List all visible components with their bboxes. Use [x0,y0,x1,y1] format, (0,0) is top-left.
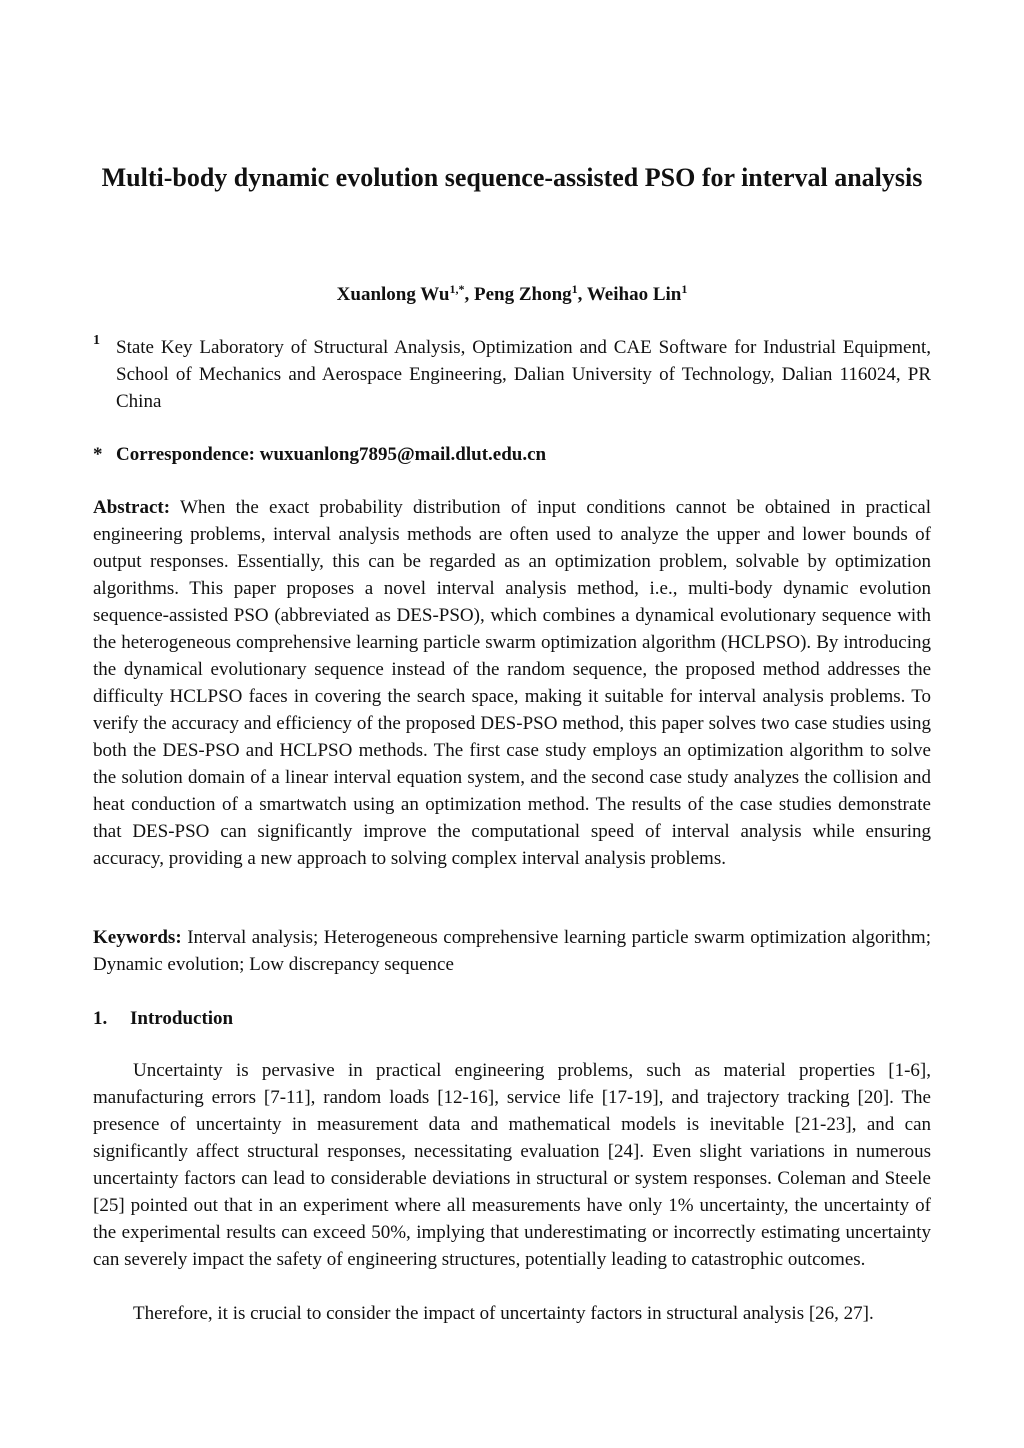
correspondence-mark: * [93,444,103,465]
intro-paragraph-2: Therefore, it is crucial to consider the impact of uncertainty factors in structural analysis [26, 27]. [133,1303,874,1324]
abstract-paragraph [93,494,931,872]
affiliation-text: State Key Laboratory of Structural Analysis, Optimization and CAE Software for Industrial Equipment, School of Mechanics and Aerospace Engineering, Dalian University of Technology, Dalian 116024, PR China [116,337,931,412]
author-affiliation-mark: 1 [681,282,688,296]
section-title: Introduction [130,1008,234,1029]
correspondence-line [93,441,546,468]
author-list [60,282,964,308]
correspondence-label: Correspondence: [116,444,255,465]
section-number: 1. [93,1008,108,1029]
correspondence-email[interactable]: wuxuanlong7895@mail.dlut.edu.cn [259,444,547,465]
paper-title: Multi-body dynamic evolution sequence-assisted PSO for interval analysis [101,163,923,192]
author-separator: , [577,284,587,305]
author-separator: , [464,284,474,305]
affiliation-mark: 1 [93,333,100,348]
author-name: Xuanlong Wu [336,284,450,305]
keywords-paragraph [93,924,931,978]
abstract-label: Abstract: [93,497,171,518]
author-name: Weihao Lin [586,284,682,305]
author-affiliation-mark: 1,* [449,282,465,296]
author-affiliation-mark: 1 [571,282,578,296]
abstract-text: When the exact probability distribution of input conditions cannot be obtained in practical engineering problems, interval analysis methods are often used to analyze the upper and lower bounds of output responses. Essentially, this can be regarded as an optimization problem, solvable by optimization algorithms. This paper proposes a novel interval analysis method, i.e., multi-body dynamic evolution sequence-assisted PSO (abbreviated as DES-PSO), which combines a dynamical evolutionary sequence with the heterogeneous comprehensive learning particle swarm optimization algorithm (HCLPSO). By introducing the dynamical evolutionary sequence instead of the random sequence, the proposed method addresses the difficulty HCLPSO faces in covering the search space, making it suitable for interval analysis problems. To verify the accuracy and efficiency of the proposed DES-PSO method, this paper solves two case studies using both the DES-PSO and HCLPSO methods. The first case study employs an optimization algorithm to solve the solution domain of a linear interval equation system, and the second case study analyzes the collision and heat conduction of a smartwatch using an optimization method. The results of the case studies demonstrate that DES-PSO can significantly improve the computational speed of interval analysis while ensuring accuracy, providing a new approach to solving complex interval analysis problems. [93,497,931,869]
author-name: Peng Zhong [474,284,572,305]
keywords-label: Keywords: [93,927,182,948]
intro-paragraph-1: Uncertainty is pervasive in practical engineering problems, such as material properties [1-6], manufacturing errors [7-11], random loads [12-16], service life [17-19], and trajectory tracking [20]. The presence of uncertainty in measurement data and mathematical models is inevitable [21-23], and can significantly affect structural responses, necessitating evaluation [24]. Even slight variations in numerous uncertainty factors can lead to considerable deviations in structural or system responses. Coleman and Steele [25] pointed out that in an experiment where all measurements have only 1% uncertainty, the uncertainty of the experimental results can exceed 50%, implying that underestimating or incorrectly estimating uncertainty can severely impact the safety of engineering structures, potentially leading to catastrophic outcomes. [93,1060,931,1270]
keywords-text: Interval analysis; Heterogeneous comprehensive learning particle swarm optimization algorithm; Dynamic evolution; Low discrepancy sequence [93,927,931,975]
section-heading [93,1005,233,1032]
